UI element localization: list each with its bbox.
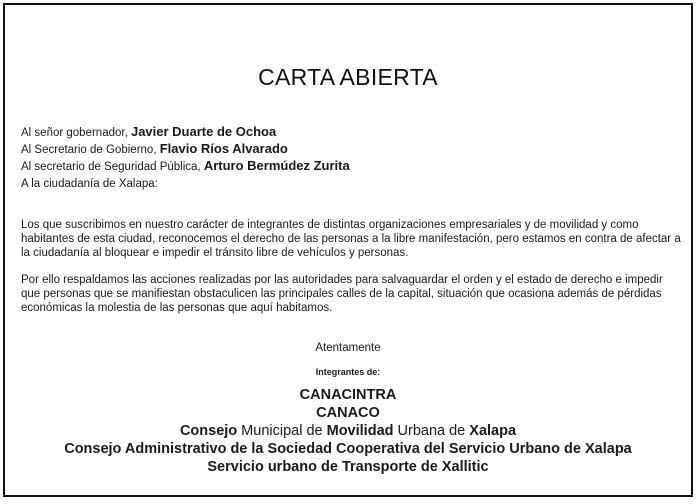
recipient-line	[21, 124, 661, 141]
body-paragraph: Por ello respaldamos las acciones realizadas por las autoridades para salvaguardar el orden y el estado de derecho e impedir que personas que se manifiestan obstaculicen las principales calles de la capital, situación que ocasiona además de pérdidas económicas la molestia de las personas que aquí habitamos.	[21, 274, 663, 314]
recipients-block	[21, 124, 661, 192]
letter-title: CARTA ABIERTA	[258, 64, 438, 90]
recipient-name: Arturo Bermúdez Zurita	[203, 158, 350, 173]
recipient-prefix: Al Secretario de Gobierno,	[21, 144, 160, 156]
members-label: Integrantes de:	[315, 367, 381, 377]
recipient-name: Flavio Ríos Alvarado	[159, 141, 288, 156]
org-part: Consejo	[179, 423, 238, 439]
recipient-line	[21, 175, 661, 192]
org-part: Movilidad	[326, 423, 394, 439]
recipient-line	[21, 158, 661, 175]
org-part: Urbana de	[393, 423, 470, 439]
org-part: Municipal de	[237, 423, 327, 439]
recipient-name: Javier Duarte de Ochoa	[130, 124, 277, 139]
organization: Servicio urbano de Transporte de Xallitic	[207, 459, 489, 475]
recipient-prefix: Al secretario de Seguridad Pública,	[21, 161, 204, 173]
closing-text: Atentamente	[315, 342, 381, 354]
organization: CANACINTRA	[299, 387, 397, 403]
letter-frame	[3, 3, 693, 497]
org-part: Xalapa	[469, 423, 517, 439]
recipient-prefix: A la ciudadanía de Xalapa:	[21, 178, 158, 190]
organizations-list	[5, 386, 691, 476]
recipient-prefix: Al señor gobernador,	[21, 127, 131, 139]
organization: CANACO	[316, 405, 380, 421]
organization: Consejo Administrativo de la Sociedad Cooperativa del Servicio Urbano de Xalapa	[64, 441, 632, 457]
organization	[5, 422, 691, 440]
recipient-line	[21, 141, 661, 158]
body-paragraph: Los que suscribimos en nuestro carácter de integrantes de distintas organizaciones empresariales y de movilidad y como habitantes de esta ciudad, reconocemos el derecho de las personas a la libre manifestación, pero estamos en contra de afectar a la ciudadanía al bloquear e impedir el tránsito libre de vehículos y personas.	[21, 219, 681, 259]
